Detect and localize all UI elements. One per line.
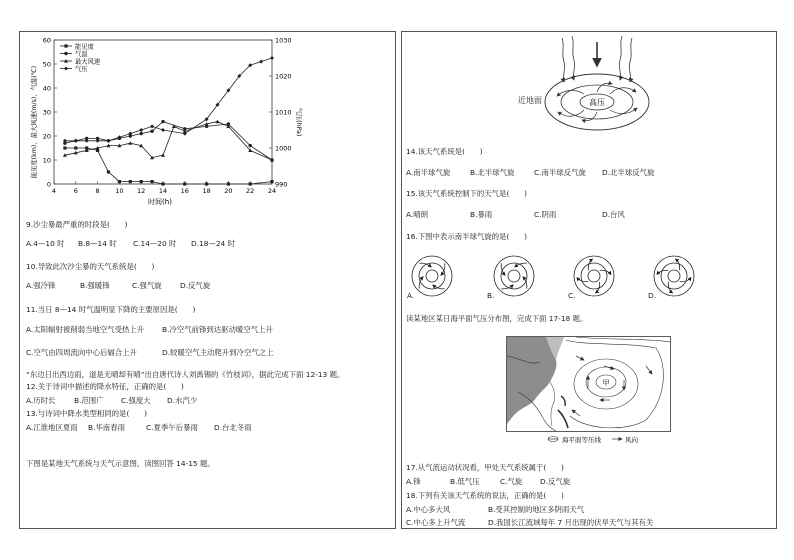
data-point [96, 139, 100, 143]
cyclone-icon-c [574, 256, 614, 296]
q16-stem: 16.下图中表示南半球气旋的是( ) [406, 232, 527, 241]
q10-options [26, 281, 210, 291]
q18-stem: 18.下列有关该天气系统的说法，正确的是( ) [406, 491, 564, 500]
q9-option-d[interactable]: D.18—24 时 [191, 239, 235, 248]
x-tick-label: 16 [180, 187, 189, 195]
q18-option-d[interactable]: D.我国长江流域每年 7 月出现的伏旱天气与其有关 [488, 518, 654, 527]
weather-system-diagram [512, 32, 682, 137]
data-point [151, 180, 154, 183]
isobar-ring [661, 263, 687, 289]
q14-option-b[interactable]: B.北半球气旋 [470, 168, 515, 177]
x-tick-label: 8 [95, 187, 100, 195]
y-left-tick-label: 0 [46, 180, 51, 189]
poem-intro: “东边日出西边雨，道是无晴却有晴”出自唐代诗人刘禹锡的《竹枝词》，据此完成下面 12-13 题。 [26, 370, 345, 379]
data-point [107, 170, 110, 173]
x-tick-label: 20 [224, 187, 233, 195]
q17-stem: 17.从气流运动状况看，甲处天气系统属于( ) [406, 463, 564, 472]
q10-option-a[interactable]: A.强冷锋 [26, 281, 56, 290]
q12-options [26, 396, 197, 406]
airflow-arrow [588, 259, 592, 270]
q18-options-row1 [406, 505, 584, 515]
x-tick-label: 10 [115, 187, 124, 195]
map-intro: 读某地区某日海平面气压分布图，完成下面 17-18 题。 [406, 314, 588, 323]
series-line-4 [65, 58, 272, 141]
q17-option-c[interactable]: C.气旋 [500, 477, 523, 486]
left-page [19, 31, 396, 529]
airflow-arrow [668, 282, 672, 293]
q10-option-b[interactable]: B.强暖锋 [80, 281, 110, 290]
data-point [270, 56, 274, 60]
figure-intro: 下图是某地天气系统与天气示意图，读图回答 14-15 题。 [26, 459, 215, 468]
isobar-ring [588, 270, 600, 282]
series-line-1 [65, 148, 272, 184]
x-axis-label: 时间(h) [148, 198, 172, 206]
y-left-tick-label: 30 [42, 108, 51, 117]
data-point [205, 182, 208, 185]
q11-options-row2 [26, 348, 274, 358]
legend-wind: 风向 [625, 436, 638, 444]
q11-option-c[interactable]: C.空气由四周流向中心后辐合上升 [26, 348, 137, 357]
x-tick-label: 18 [202, 187, 211, 195]
line-chart [20, 32, 397, 212]
cyclone-icon-b [494, 256, 534, 296]
data-point [139, 128, 143, 132]
isobar-ring [581, 263, 607, 289]
q14-stem: 14.该天气系统是( ) [406, 147, 483, 156]
data-point [74, 146, 77, 149]
legend-label: 气温 [75, 50, 88, 58]
airflow-arrow [577, 277, 588, 281]
q12-option-d[interactable]: D.水汽少 [167, 396, 198, 405]
data-point [150, 130, 153, 133]
y-right-tick-label: 1000 [275, 144, 292, 153]
x-tick-label: 4 [51, 187, 57, 195]
data-point [216, 120, 220, 124]
data-point [63, 139, 67, 143]
isobar-ring [574, 256, 614, 296]
isobar-ring [426, 270, 438, 282]
data-point [74, 139, 78, 143]
q11-options-row1 [26, 325, 273, 335]
q15-option-c[interactable]: C.阴雨 [534, 210, 557, 219]
q13-options [26, 423, 252, 433]
data-point [129, 180, 132, 183]
legend-label: 能见度 [75, 43, 94, 51]
y-left-tick-label: 50 [42, 60, 51, 69]
q18-option-a[interactable]: A.中心多大风 [406, 505, 451, 514]
q16-label-d[interactable]: D. [648, 291, 657, 300]
x-tick-label: 6 [73, 187, 78, 195]
airflow-arrow [657, 270, 668, 274]
data-point [161, 120, 164, 123]
airflow-arrow [680, 277, 691, 281]
data-point [161, 128, 165, 132]
y-left-tick-label: 10 [42, 156, 51, 165]
q17-option-d[interactable]: D.反气旋 [540, 477, 571, 486]
q16-label-a[interactable]: A. [407, 291, 415, 300]
data-point [183, 182, 186, 185]
q14-option-a[interactable]: A.南半球气旋 [406, 168, 451, 177]
data-point [227, 182, 230, 185]
q14-options [406, 168, 654, 178]
q15-option-d[interactable]: D.台风 [602, 210, 625, 219]
airflow-arrow [595, 282, 599, 293]
legend-isobar: 海平面等压线 [562, 436, 601, 444]
q9-option-b[interactable]: B.8—14 时 [78, 239, 117, 248]
data-point [140, 180, 143, 183]
q14-option-c[interactable]: C.南半球反气旋 [534, 168, 586, 177]
data-point [118, 180, 121, 183]
descending-air-arrows [562, 36, 632, 82]
q12-stem: 12.关于诗词中描述的降水特征，正确的是( ) [26, 382, 184, 391]
q10-option-d[interactable]: D.反气旋 [180, 281, 211, 290]
cyclone-icon-a [412, 256, 452, 296]
y-right-tick-label: 990 [275, 180, 288, 189]
legend-label: 最大风速 [75, 58, 101, 66]
q16-label-c[interactable]: C. [568, 291, 576, 300]
q12-option-b[interactable]: B.范围广 [74, 396, 104, 405]
q15-stem: 15.该天气系统控制下的天气是( ) [406, 189, 527, 198]
isobar-ring [419, 263, 445, 289]
data-point [161, 182, 164, 185]
data-point [150, 124, 154, 128]
q18-option-b[interactable]: B.受其控制的地区多阴雨天气 [488, 505, 585, 514]
isobar-ring [654, 256, 694, 296]
data-point [107, 139, 111, 143]
data-point [270, 180, 273, 183]
q15-options [406, 210, 625, 220]
y-right-tick-label: 1010 [275, 108, 292, 117]
data-point [140, 132, 143, 135]
airflow-arrow [600, 270, 611, 274]
legend-marker [64, 67, 68, 71]
q11-option-a[interactable]: A.太阳辐射被削弱当地空气受热上升 [26, 325, 145, 334]
x-tick-label: 14 [158, 187, 168, 195]
q12-option-c[interactable]: C.强度大 [121, 396, 151, 405]
legend-marker [64, 44, 67, 47]
x-tick-label: 24 [267, 187, 277, 195]
data-point [249, 144, 252, 147]
q17-option-b[interactable]: B.低气压 [450, 477, 480, 486]
q15-option-b[interactable]: B.暴雨 [470, 210, 493, 219]
x-tick-label: 12 [137, 187, 146, 195]
data-point [259, 60, 263, 64]
q10-stem: 10.导致此次沙尘暴的天气系统是( ) [26, 262, 155, 271]
q17-options [406, 477, 570, 487]
legend-marker [64, 52, 67, 55]
data-point [128, 132, 132, 136]
q11-option-d[interactable]: D.较暖空气主动爬升到冷空气之上 [162, 348, 274, 357]
isobar-ring [501, 263, 527, 289]
ground-label: 近地面 [518, 96, 542, 105]
y-right-tick-label: 1020 [275, 72, 292, 81]
q11-stem: 11.当日 8—14 时气温明显下降的主要原因是( ) [26, 305, 196, 314]
y-left-tick-label: 40 [42, 84, 51, 93]
isobar-ring [494, 256, 534, 296]
q10-option-c[interactable]: C.强气旋 [132, 281, 162, 290]
data-point [63, 146, 66, 149]
data-point [85, 139, 89, 143]
isobar-ring [412, 256, 452, 296]
y-axis-right-label: 气压(hPa) [295, 107, 302, 137]
q9-stem: 9.沙尘暴最严重的时段是( ) [26, 220, 128, 229]
center-jia-label: 甲 [602, 379, 610, 387]
isobar-ring [508, 270, 520, 282]
q18-options-row2 [406, 518, 653, 528]
q14-option-d[interactable]: D.北半球反气旋 [602, 168, 655, 177]
q15-option-a[interactable]: A.晴朗 [406, 210, 429, 219]
data-point [161, 153, 165, 157]
q12-option-a[interactable]: A.历时长 [26, 396, 56, 405]
q18-option-c[interactable]: C.中心多上升气流 [406, 518, 466, 527]
legend-label: 气压 [75, 65, 88, 73]
right-page [401, 31, 777, 529]
data-point [249, 182, 252, 185]
q13-option-a[interactable]: A.江淮地区夏雨 [26, 423, 78, 432]
q9-option-a[interactable]: A.4—10 时 [26, 239, 65, 248]
q17-option-a[interactable]: A.锋 [406, 477, 421, 486]
x-tick-label: 22 [246, 187, 255, 195]
center-label: 高压 [589, 98, 605, 107]
isobar-ring [668, 270, 680, 282]
data-point [128, 141, 132, 145]
q13-option-d[interactable]: D.台北冬雨 [214, 423, 252, 432]
cyclone-options-figure [402, 246, 778, 306]
airflow-arrow [675, 259, 679, 270]
y-left-tick-label: 20 [42, 132, 51, 141]
y-right-tick-label: 1030 [275, 36, 292, 45]
y-left-tick-label: 60 [42, 36, 51, 45]
q11-option-b[interactable]: B.冷空气前锋到达驱动暖空气上升 [162, 325, 273, 334]
q9-option-c[interactable]: C.14—20 时 [133, 239, 177, 248]
cyclone-icon-d [654, 256, 694, 296]
q13-stem: 13.与诗词中降水类型相同的是( ) [26, 409, 147, 418]
q9-options [26, 239, 235, 249]
pressure-map [506, 336, 671, 446]
q16-label-b[interactable]: B. [487, 291, 495, 300]
q13-option-b[interactable]: B.华南春雨 [88, 423, 125, 432]
y-axis-left-label: 能见度(km)、最大风速(m/s)、气温(℃) [31, 65, 38, 179]
q13-option-c[interactable]: C.夏季午后暴雨 [146, 423, 198, 432]
